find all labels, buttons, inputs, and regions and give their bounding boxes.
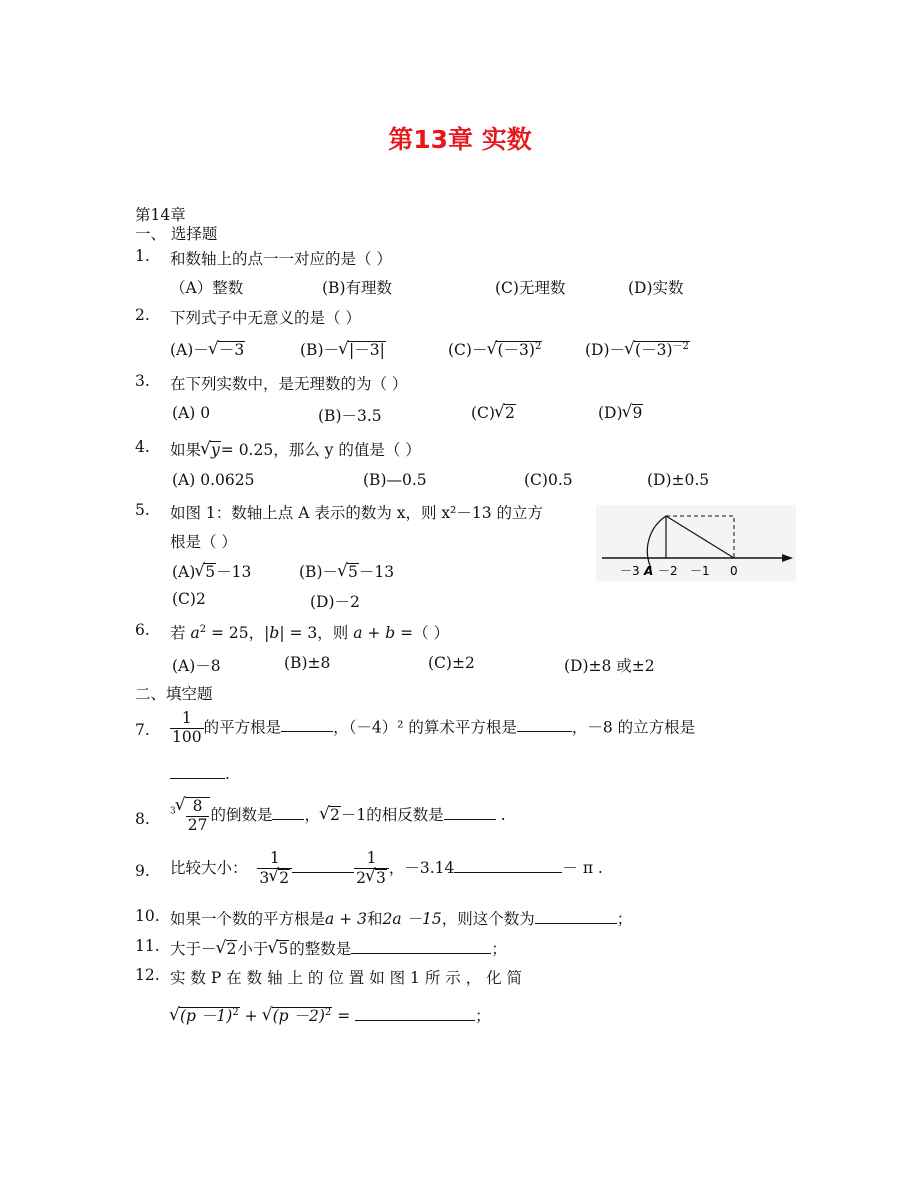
q6-option-b: (B)±8: [284, 654, 331, 672]
q6-text: 若 $a^2 = 25$，|b| = 3，则 a + b =（ ）: [170, 623, 450, 642]
tick-label: －2: [658, 564, 678, 578]
q2-option-b: (B)－√ |－3|: [300, 338, 386, 360]
q11-text: 大于－√ 2小于√ 5的整数是 ；: [170, 937, 507, 959]
tick-label: －1: [690, 564, 710, 578]
chapter-label: 第14章: [135, 206, 186, 224]
q11-number: 11.: [135, 937, 160, 955]
q2-number: 2.: [135, 306, 150, 324]
q9-number: 9.: [135, 862, 150, 880]
q4-option-c: (C)0.5: [524, 471, 573, 489]
q8-number: 8.: [135, 810, 150, 828]
q2-option-d: (D)－√ $(-3)^{-2}$: [585, 338, 690, 360]
page-title: 第13章 实数: [388, 125, 532, 154]
q4-number: 4.: [135, 438, 150, 456]
q1-text: 和数轴上的点一一对应的是（ ）: [170, 250, 392, 268]
tick-label: －3: [620, 564, 640, 578]
q1-number: 1.: [135, 247, 150, 265]
q12-number: 12.: [135, 966, 160, 984]
q6-number: 6.: [135, 621, 150, 639]
q9-text: 比较大小： $\frac{1}{3√ 2}$ $\frac{1}{2√ 3}$ ，－3.14 － π .: [170, 850, 603, 888]
q2-text: 下列式子中无意义的是（ ）: [170, 309, 361, 327]
q4-text: 如果√ y= 0.25，那么 y 的值是（ ）: [170, 438, 421, 460]
q4-option-d: (D)±0.5: [647, 471, 710, 489]
q10-text: 如果一个数的平方根是a + 3和2a －15，则这个数为 ；: [170, 910, 633, 928]
q5-option-a: (A)√ 5－13: [172, 560, 251, 582]
q1-option-a: （A）整数: [170, 279, 244, 297]
number-line-figure: [596, 505, 796, 581]
q3-option-a: (A) 0: [172, 404, 211, 422]
q12-expr: √ $(p -1)^2$ + √ $(p -2)^2$ = ；: [170, 1004, 491, 1026]
q5-option-b: (B)－√ 5－13: [299, 560, 394, 582]
q1-option-b: (B)有理数: [322, 279, 392, 297]
q5-option-c: (C)2: [172, 590, 206, 608]
q5-line1: 如图 1：数轴上点 A 表示的数为 x，则 x²－13 的立方: [170, 504, 544, 522]
q3-option-b: (B)－3.5: [318, 407, 382, 425]
q7-number: 7.: [135, 721, 150, 739]
q5-option-d: (D)－2: [310, 593, 360, 611]
q4-option-b: (B)—0.5: [363, 471, 427, 489]
q8-text: $^3$ √ $\frac{8}{27}$ 的倒数是 ，√ 2－1的相反数是 .: [170, 797, 506, 835]
q3-number: 3.: [135, 372, 150, 390]
q12-line1: 实 数 P 在 数 轴 上 的 位 置 如 图 1 所 示 ， 化 简: [170, 969, 523, 987]
q4-option-a: (A) 0.0625: [172, 471, 255, 489]
q3-option-d: (D)√ 9: [598, 404, 643, 422]
q1-option-d: (D)实数: [628, 279, 684, 297]
q7-cont: .: [170, 764, 230, 783]
section-choice: 一、 选择题: [135, 225, 218, 243]
q5-number: 5.: [135, 501, 150, 519]
q6-option-c: (C)±2: [428, 654, 475, 672]
q1-option-c: (C)无理数: [495, 279, 566, 297]
tick-label: 0: [730, 564, 738, 578]
tick-label-a: A: [644, 564, 654, 578]
q2-option-c: (C)－√ $(-3)^2$: [448, 338, 542, 360]
q3-text: 在下列实数中，是无理数的为（ ）: [170, 375, 408, 393]
q7-text: $\frac{1}{100}$ 的平方根是 ，（－4）² 的算术平方根是 ，－8 的立方根是: [172, 709, 696, 746]
q2-option-a: (A)－√ －3: [170, 338, 245, 360]
q6-option-a: (A)－8: [172, 657, 221, 675]
q6-option-d: (D)±8 或±2: [564, 657, 655, 675]
q5-line2: 根是（ ）: [170, 533, 237, 551]
section-fill: 二、填空题: [135, 685, 213, 703]
q10-number: 10.: [135, 907, 160, 925]
q3-option-c: (C)√ 2: [471, 404, 516, 422]
